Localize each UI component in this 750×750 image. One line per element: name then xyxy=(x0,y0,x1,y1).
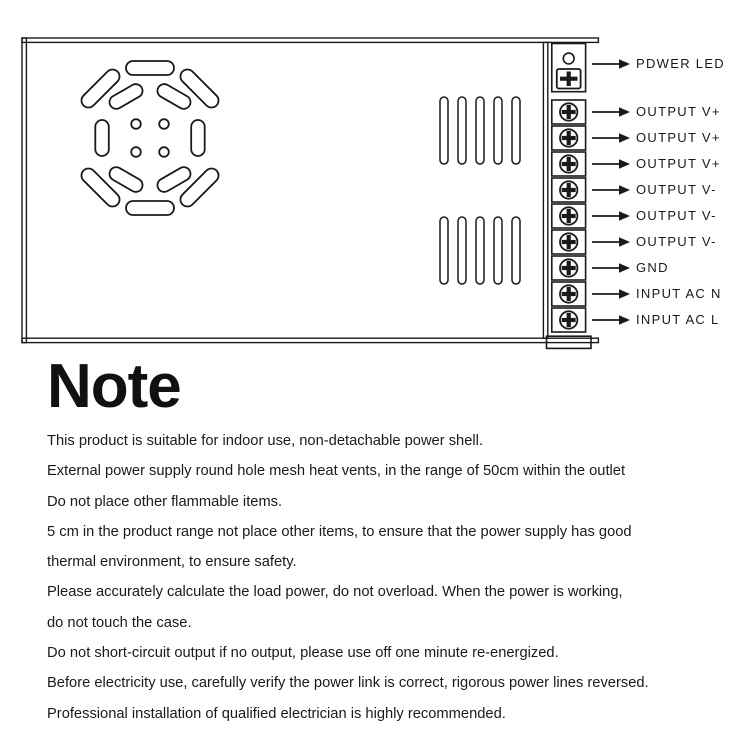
note-line: thermal environment, to ensure safety. xyxy=(47,554,297,571)
arrow-right-icon xyxy=(592,59,630,69)
note-text xyxy=(47,426,737,729)
psu-case-drawing xyxy=(0,0,750,360)
screw-icon xyxy=(560,155,577,172)
terminal-label-output-vminus-2: OUTPUT V- xyxy=(636,208,717,223)
terminal-label-output-vplus-1: OUTPUT V+ xyxy=(636,104,721,119)
note-line: Professional installation of qualified electrician is highly recommended. xyxy=(47,705,506,722)
note-line: This product is suitable for indoor use, non-detachable power shell. xyxy=(47,433,483,449)
terminal-label-output-vminus-3: OUTPUT V- xyxy=(636,234,717,249)
screw-icon xyxy=(560,233,577,250)
heat-vents-top-icon xyxy=(440,97,520,164)
arrow-right-icon xyxy=(592,133,630,143)
case-outline xyxy=(22,38,598,343)
terminal-label-input-ac-n: INPUT AC N xyxy=(636,286,722,301)
arrow-right-icon xyxy=(592,159,630,169)
screw-icon xyxy=(560,181,577,198)
arrow-right-icon xyxy=(592,211,630,221)
terminal-label-output-vplus-3: OUTPUT V+ xyxy=(636,156,721,171)
note-line: Before electricity use, carefully verify the power link is correct, rigorous power lines reversed. xyxy=(47,675,649,692)
arrow-right-icon xyxy=(592,107,630,117)
voltage-adjust-icon xyxy=(557,69,581,89)
led-hole-icon xyxy=(563,53,574,64)
arrow-right-icon xyxy=(592,289,630,299)
note-line: do not touch the case. xyxy=(47,614,192,631)
note-line: 5 cm in the product range not place other items, to ensure that the power supply has good xyxy=(47,523,632,540)
screw-icon xyxy=(560,311,577,328)
arrow-right-icon xyxy=(592,185,630,195)
note-title: Note xyxy=(47,352,181,421)
arrow-right-icon xyxy=(592,263,630,273)
heat-vents-bottom-icon xyxy=(440,217,520,284)
terminal-label-output-vplus-2: OUTPUT V+ xyxy=(636,130,721,145)
screw-icon xyxy=(560,285,577,302)
note-line: Do not place other flammable items. xyxy=(47,493,283,510)
fan-grille-icon xyxy=(79,61,222,215)
terminal-label-output-vminus-1: OUTPUT V- xyxy=(636,182,717,197)
note-line: Do not short-circuit output if no output, please use off one minute re-energized. xyxy=(47,645,559,662)
note-line: Please accurately calculate the load power, do not overload. When the power is working, xyxy=(47,584,623,601)
note-line: External power supply round hole mesh heat vents, in the range of 50cm within the outlet xyxy=(47,463,626,480)
terminal-block xyxy=(547,44,592,349)
callout-arrows xyxy=(592,59,630,325)
screw-icon xyxy=(560,207,577,224)
screw-icon xyxy=(560,103,577,120)
screw-icon xyxy=(560,259,577,276)
terminal-label-gnd: GND xyxy=(636,260,669,275)
arrow-right-icon xyxy=(592,237,630,247)
arrow-right-icon xyxy=(592,315,630,325)
terminal-label-power-led: PDWER LED xyxy=(636,56,725,71)
screw-icon xyxy=(560,129,577,146)
psu-terminal-diagram xyxy=(0,0,750,360)
terminal-label-input-ac-l: INPUT AC L xyxy=(636,312,720,327)
